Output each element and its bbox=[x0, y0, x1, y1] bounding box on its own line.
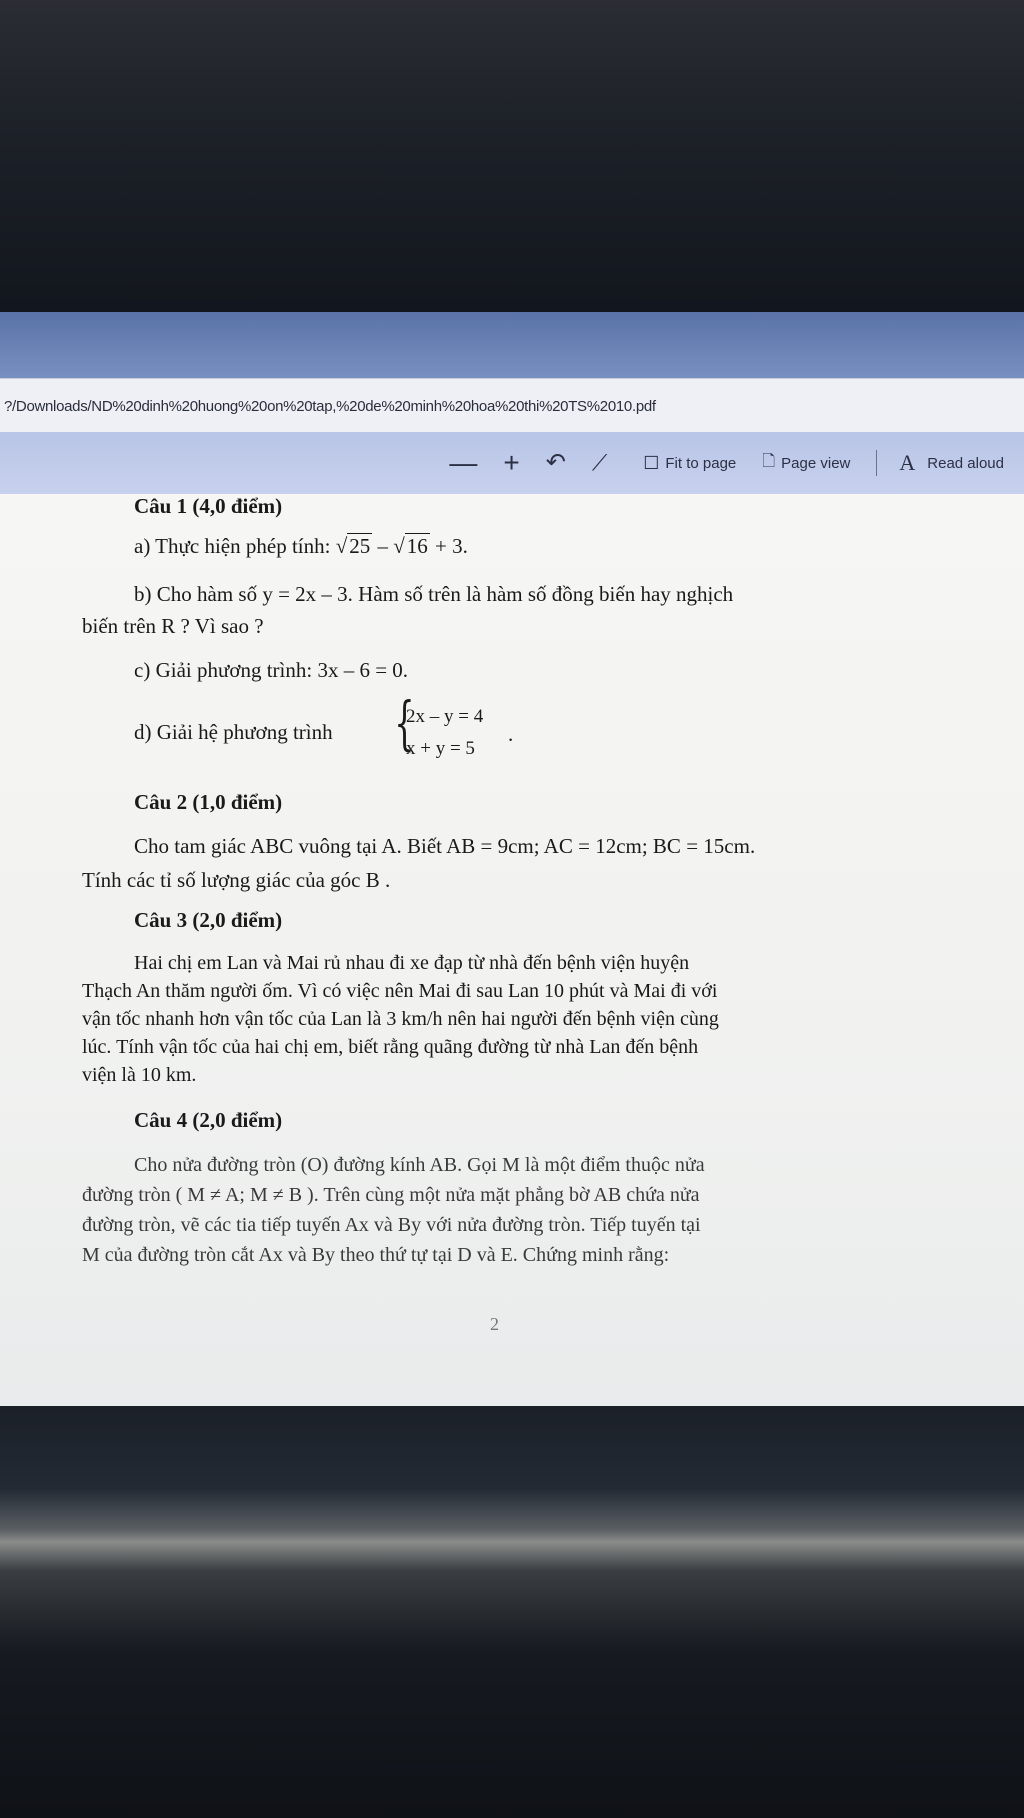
fit-to-page-label: Fit to page bbox=[665, 454, 737, 472]
question-1-title: Câu 1 (4,0 điểm) bbox=[134, 494, 283, 518]
question-3-line1: Hai chị em Lan và Mai rủ nhau đi xe đạp từ nhà đến bệnh viện huyện bbox=[134, 952, 690, 974]
read-aloud-button[interactable] bbox=[899, 450, 1004, 476]
question-3-line2: Thạch An thăm người ốm. Vì có việc nên Mai đi sau Lan 10 phút và Mai đi với bbox=[82, 980, 718, 1002]
read-aloud-icon: A bbox=[899, 450, 916, 475]
question-1a-tail: + 3. bbox=[429, 534, 468, 558]
pdf-page bbox=[0, 494, 1024, 1406]
toolbar-divider bbox=[876, 450, 877, 476]
rotate-icon[interactable]: ↶ bbox=[545, 449, 566, 476]
sqrt-symbol: √ bbox=[393, 534, 405, 558]
question-4-line4: M của đường tròn cắt Ax và By theo thứ tự tại D và E. Chứng minh rằng: bbox=[82, 1244, 670, 1266]
question-4-line3: đường tròn, vẽ các tia tiếp tuyến Ax và By với nửa đường tròn. Tiếp tuyến tại bbox=[82, 1214, 701, 1236]
question-1c: c) Giải phương trình: 3x – 6 = 0. bbox=[134, 658, 409, 682]
question-1a-minus: – bbox=[372, 534, 394, 558]
address-bar[interactable] bbox=[0, 378, 1024, 434]
draw-icon[interactable]: ⟋ bbox=[591, 450, 608, 475]
question-4-title: Câu 4 (2,0 điểm) bbox=[134, 1108, 283, 1132]
question-1b-line2: biến trên R ? Vì sao ? bbox=[82, 614, 264, 638]
page-view-button[interactable] bbox=[762, 450, 850, 477]
question-1d-eq1: 2x – y = 4 bbox=[406, 706, 484, 727]
zoom-in-icon[interactable]: + bbox=[503, 447, 520, 478]
monitor-bezel-bottom bbox=[0, 1406, 1024, 1818]
question-1a-sqrt-16: 16 bbox=[406, 534, 428, 558]
fit-to-page-button[interactable] bbox=[643, 453, 736, 474]
question-1a-prefix: a) Thực hiện phép tính: bbox=[134, 534, 336, 558]
question-3-line3: vận tốc nhanh hơn vận tốc của Lan là 3 km/h nên hai người đến bệnh viện cùng bbox=[82, 1008, 719, 1030]
page-view-icon: 🗋 bbox=[762, 452, 776, 470]
question-4-line1: Cho nửa đường tròn (O) đường kính AB. Gọi M là một điểm thuộc nửa bbox=[134, 1154, 705, 1176]
read-aloud-label: Read aloud bbox=[927, 454, 1004, 472]
question-2-line1: Cho tam giác ABC vuông tại A. Biết AB = 9cm; AC = 12cm; BC = 15cm. bbox=[134, 834, 756, 858]
question-1b-line1: b) Cho hàm số y = 2x – 3. Hàm số trên là hàm số đồng biến hay nghịch bbox=[134, 582, 734, 606]
question-1a-sqrt-25: 25 bbox=[349, 534, 371, 558]
question-1d-tail: . bbox=[508, 722, 514, 746]
question-2-title: Câu 2 (1,0 điểm) bbox=[134, 790, 283, 814]
sqrt-symbol: √ bbox=[335, 534, 348, 558]
fit-to-page-icon: ☐ bbox=[643, 452, 660, 473]
question-2-line2: Tính các tỉ số lượng giác của góc B . bbox=[82, 868, 391, 892]
question-1a bbox=[134, 534, 468, 559]
question-4-line2: đường tròn ( M ≠ A; M ≠ B ). Trên cùng một nửa mặt phẳng bờ AB chứa nửa bbox=[82, 1184, 700, 1206]
zoom-out-icon[interactable]: — bbox=[449, 447, 478, 478]
monitor-bezel-top bbox=[0, 0, 1024, 312]
system-brace: { bbox=[394, 689, 415, 757]
question-1d-prefix: d) Giải hệ phương trình bbox=[134, 720, 333, 744]
question-1d-eq2: x + y = 5 bbox=[406, 738, 475, 759]
question-3-title: Câu 3 (2,0 điểm) bbox=[134, 908, 283, 932]
question-3-line5: viện là 10 km. bbox=[82, 1064, 197, 1086]
browser-title-bar bbox=[0, 312, 1024, 378]
page-view-label: Page view bbox=[781, 454, 851, 472]
question-3-line4: lúc. Tính vận tốc của hai chị em, biết rằng quãng đường từ nhà Lan đến bệnh bbox=[82, 1036, 699, 1058]
pdf-toolbar bbox=[0, 432, 1024, 494]
page-number: 2 bbox=[490, 1314, 499, 1334]
address-url[interactable]: ?/Downloads/ND%20dinh%20huong%20on%20tap,%20de%20minh%20hoa%20thi%20TS%2010.pdf bbox=[4, 397, 656, 415]
